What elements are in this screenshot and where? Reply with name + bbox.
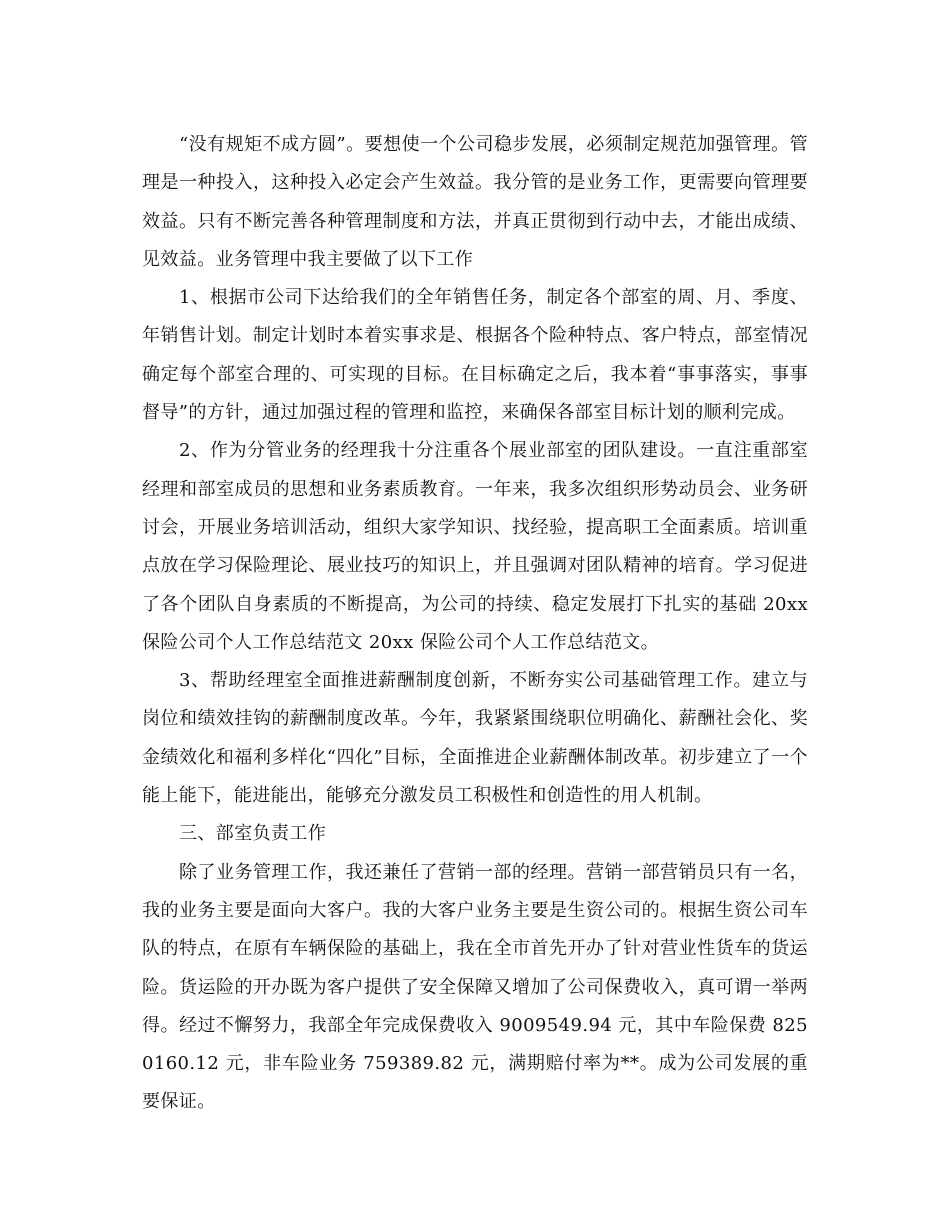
item-1-paragraph: 1、根据市公司下达给我们的全年销售任务，制定各个部室的周、月、季度、年销售计划。制定计划时本着实事求是、根据各个险种特点、客户特点，部室情况确定每个部室合理的、可实现的目标。在目标确定之后，我本着“事事落实，事事督导”的方针，通过加强过程的管理和监控，来确保各部室目标计划的顺利完成。 — [142, 287, 808, 424]
document-body — [142, 126, 808, 1122]
section-heading: 三、部室负责工作 — [179, 823, 327, 845]
intro-paragraph: “没有规矩不成方圆”。要想使一个公司稳步发展，必须制定规范加强管理。管理是一种投入，这种投入必定会产生效益。我分管的是业务工作，更需要向管理要效益。只有不断完善各种管理制度和方法，并真正贯彻到行动中去，才能出成绩、见效益。业务管理中我主要做了以下工作 — [142, 134, 808, 270]
item-3-paragraph: 3、帮助经理室全面推进薪酬制度创新，不断夯实公司基础管理工作。建立与岗位和绩效挂钩的薪酬制度改革。今年，我紧紧围绕职位明确化、薪酬社会化、奖金绩效化和福利多样化“四化”目标，全面推进企业薪酬体制改革。初步建立了一个能上能下，能进能出，能够充分激发员工积极性和创造性的用人机制。 — [142, 670, 808, 807]
department-paragraph: 除了业务管理工作，我还兼任了营销一部的经理。营销一部营销员只有一名，我的业务主要是面向大客户。我的大客户业务主要是生资公司的。根据生资公司车队的特点，在原有车辆保险的基础上，我在全市首先开办了针对营业性货车的货运险。货运险的开办既为客户提供了安全保障又增加了公司保费收入，真可谓一举两得。经过不懈努力，我部全年完成保费收入 9009549.94 元，其中车险保费 8250160.12 元，非车险业务 759389.82 元，满期赔付率为**。成为公司发展的重要保证。 — [142, 861, 808, 1113]
item-2-paragraph: 2、作为分管业务的经理我十分注重各个展业部室的团队建设。一直注重部室经理和部室成员的思想和业务素质教育。一年来，我多次组织形势动员会、业务研讨会，开展业务培训活动，组织大家学知识、找经验，提高职工全面素质。培训重点放在学习保险理论、展业技巧的知识上，并且强调对团队精神的培育。学习促进了各个团队自身素质的不断提高，为公司的持续、稳定发展打下扎实的基础 20xx 保险公司个人工作总结范文 20xx 保险公司个人工作总结范文。 — [142, 440, 808, 653]
